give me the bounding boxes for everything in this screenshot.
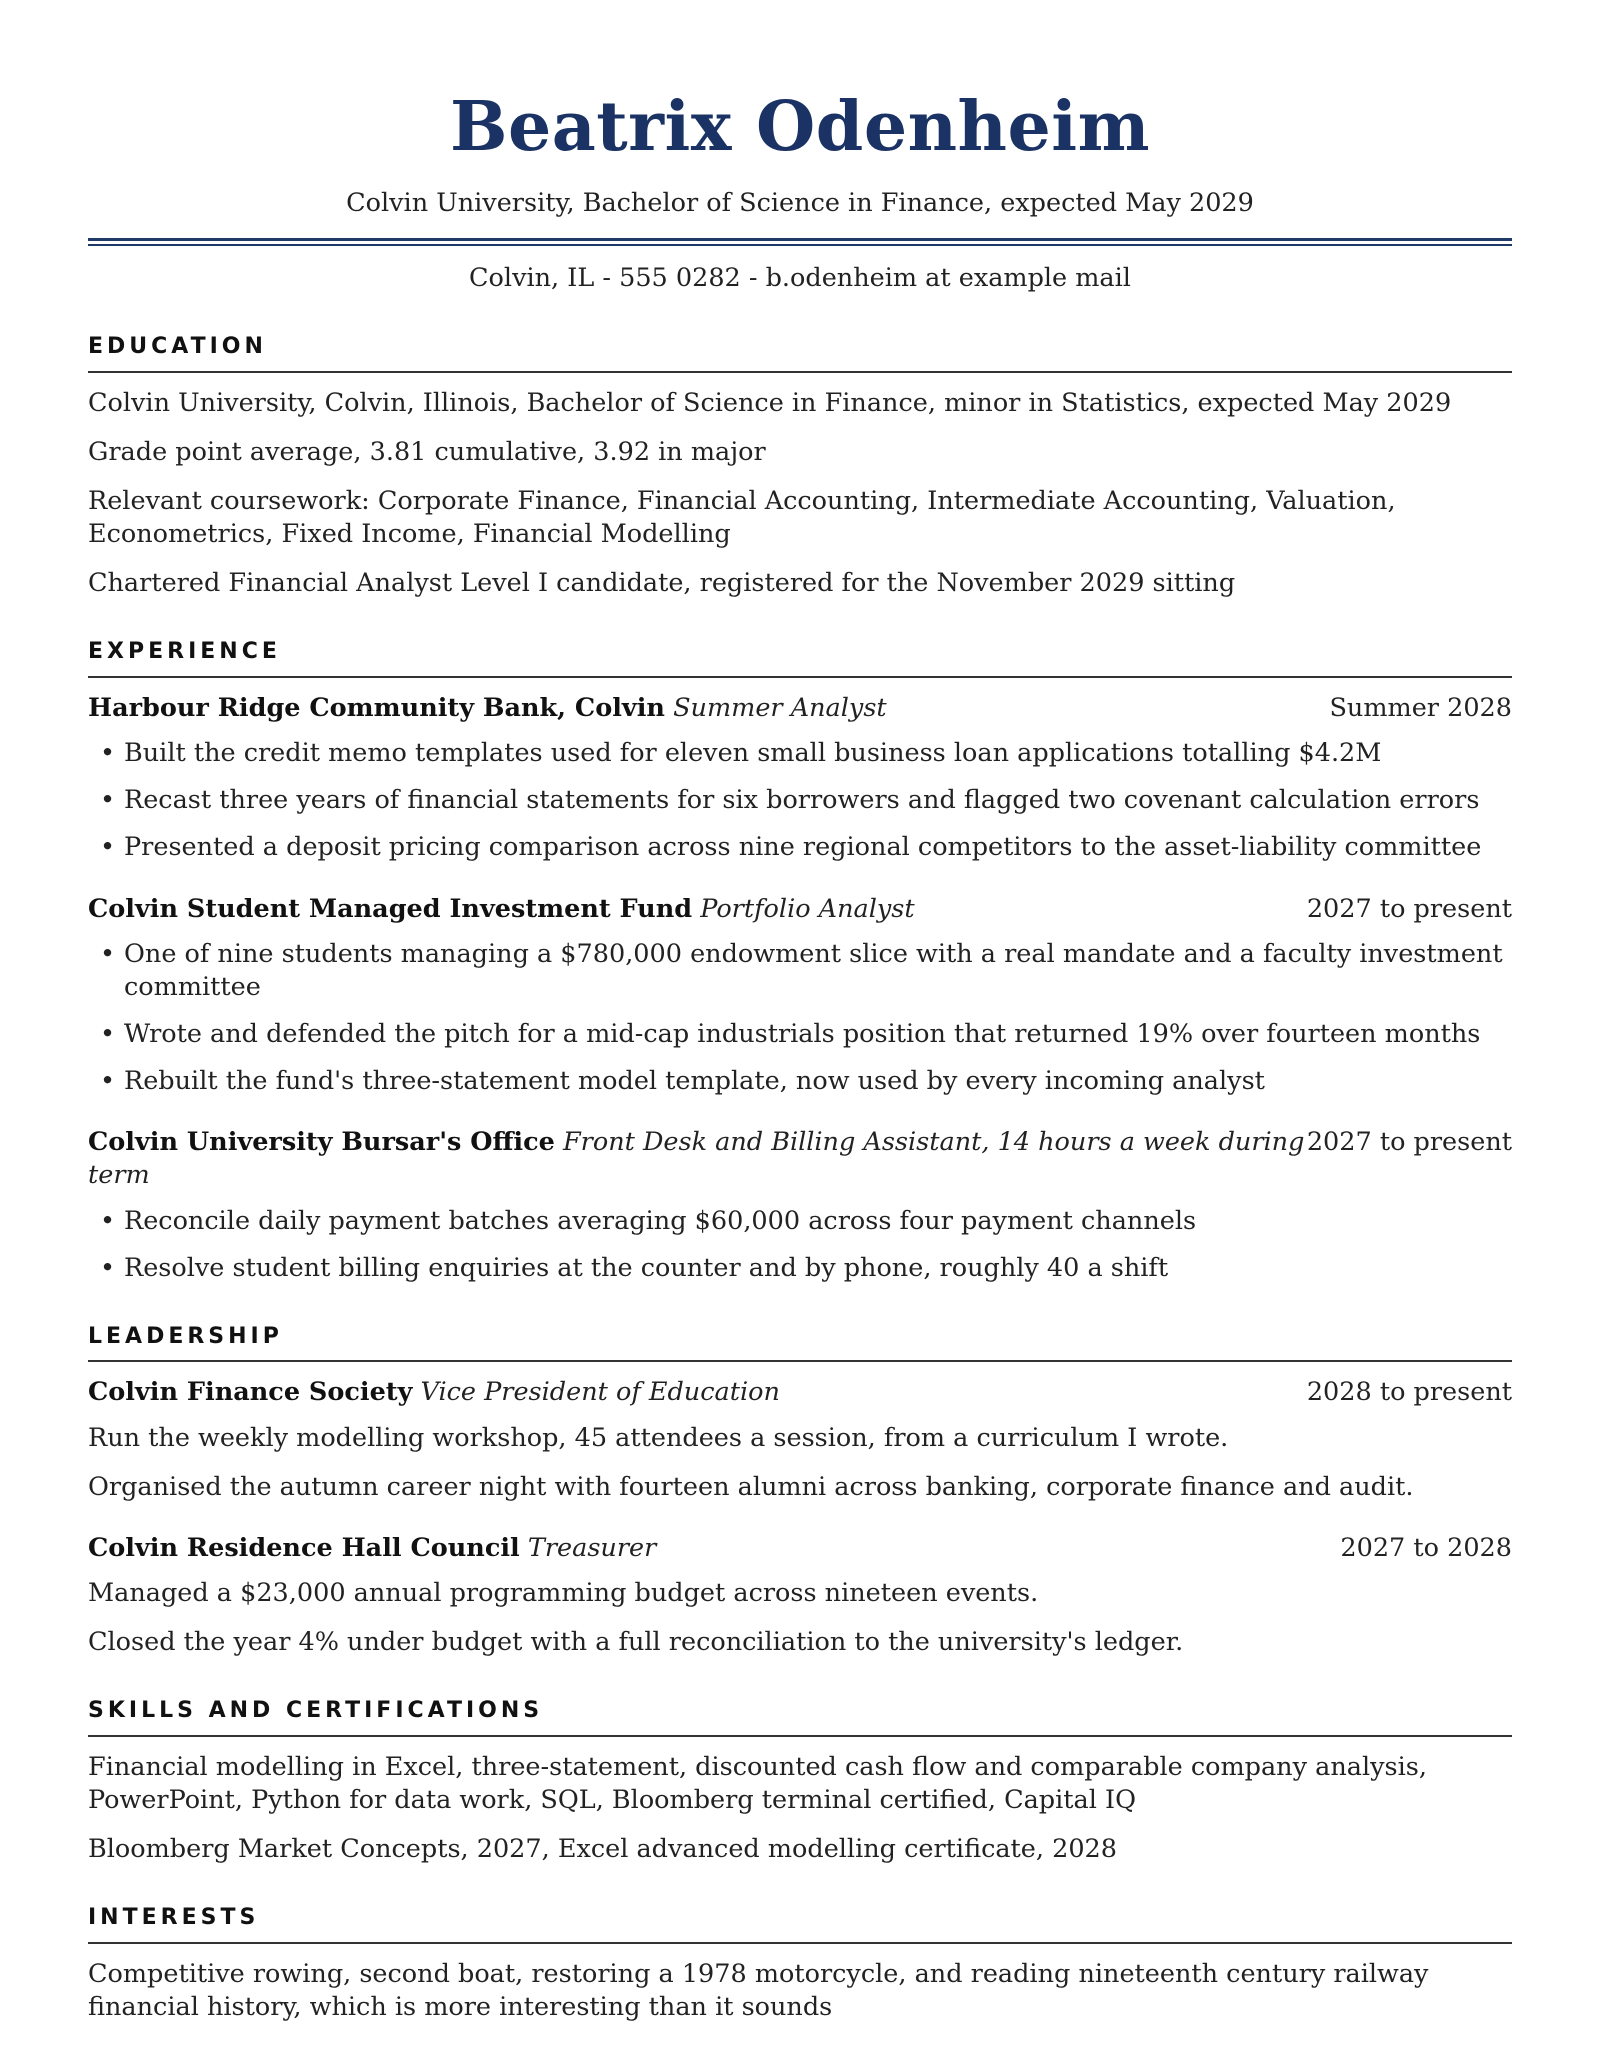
experience-entry bbox=[88, 1126, 1512, 1285]
section-title-skills: SKILLS AND CERTIFICATIONS bbox=[88, 1697, 1512, 1737]
entry-date: Summer 2028 bbox=[1329, 692, 1512, 723]
entry-date: 2027 to present bbox=[1306, 1127, 1512, 1158]
leadership-line: Run the weekly modelling workshop, 45 attendees a session, from a curriculum I wrote. bbox=[88, 1422, 1229, 1453]
bullet-text: Recast three years of financial statements for six borrowers and flagged two covenant calculation errors bbox=[124, 785, 1480, 816]
header-subtitle: Colvin University, Bachelor of Science in Finance, expected May 2029 bbox=[346, 187, 1254, 218]
entry-heading bbox=[88, 1532, 656, 1565]
bullet-icon: • bbox=[100, 785, 116, 816]
entry-heading bbox=[88, 893, 915, 926]
bullet-list bbox=[88, 938, 1512, 1099]
bullet-list bbox=[88, 1205, 1512, 1285]
entry-header bbox=[88, 1376, 1512, 1409]
entry-date: 2027 to present bbox=[1306, 893, 1512, 924]
bullet-item bbox=[100, 1205, 1512, 1238]
section-title-education: EDUCATION bbox=[88, 333, 1512, 373]
bullet-icon: • bbox=[100, 1252, 116, 1283]
entry-heading bbox=[88, 1376, 780, 1409]
education-line: Colvin University, Colvin, Illinois, Bachelor of Science in Finance, minor in Statistics, expected May 2029 bbox=[88, 387, 1452, 418]
entry-heading bbox=[88, 1126, 1307, 1192]
leadership-entry bbox=[88, 1376, 1512, 1503]
entry-header bbox=[88, 1126, 1512, 1192]
entry-header bbox=[88, 1532, 1512, 1565]
bullet-item bbox=[100, 1252, 1512, 1285]
experience-entry bbox=[88, 692, 1512, 865]
bullet-text: Presented a deposit pricing comparison across nine regional competitors to the asset-liability committee bbox=[124, 832, 1482, 863]
bullet-item bbox=[100, 737, 1512, 770]
bullet-text: Rebuilt the fund's three-statement model template, now used by every incoming analyst bbox=[124, 1066, 1265, 1097]
bullet-icon: • bbox=[100, 1066, 116, 1097]
section-title-experience: EXPERIENCE bbox=[88, 638, 1512, 678]
interests-line: Competitive rowing, second boat, restoring a 1978 motorcycle, and reading nineteenth century railway financial history, which is more interesting than it sounds bbox=[88, 1958, 1429, 2022]
entry-date: 2028 to present bbox=[1306, 1377, 1512, 1408]
candidate-name: Beatrix Odenheim bbox=[449, 87, 1151, 167]
bullet-text: Built the credit memo templates used for eleven small business loan applications totalling $4.2M bbox=[124, 738, 1382, 769]
bullet-icon: • bbox=[100, 832, 116, 863]
skills-section bbox=[88, 1697, 1512, 1866]
interests-section bbox=[88, 1904, 1512, 2024]
role-title: Summer Analyst bbox=[673, 692, 887, 723]
leadership-section bbox=[88, 1323, 1512, 1659]
organization-name: Colvin Residence Hall Council bbox=[88, 1532, 520, 1563]
entry-date: 2027 to 2028 bbox=[1340, 1532, 1512, 1563]
skills-line: Financial modelling in Excel, three-statement, discounted cash flow and comparable company analysis, PowerPoint, Python for data work, SQL, Bloomberg terminal certified, Capital IQ bbox=[88, 1751, 1427, 1815]
bullet-text: Resolve student billing enquiries at the counter and by phone, roughly 40 a shift bbox=[124, 1252, 1169, 1283]
bullet-list bbox=[88, 737, 1512, 864]
bullet-item bbox=[100, 784, 1512, 817]
bullet-item bbox=[100, 938, 1512, 1004]
entry-heading bbox=[88, 692, 887, 725]
education-line: Relevant coursework: Corporate Finance, Financial Accounting, Intermediate Accounting, Valuation, Econometrics, Fixed Income, Financial Modelling bbox=[88, 485, 1396, 550]
leadership-entry bbox=[88, 1532, 1512, 1659]
experience-entry bbox=[88, 893, 1512, 1099]
bullet-icon: • bbox=[100, 938, 116, 969]
organization-name: Harbour Ridge Community Bank, Colvin bbox=[88, 692, 665, 723]
bullet-icon: • bbox=[100, 738, 116, 769]
experience-section bbox=[88, 638, 1512, 1284]
education-line: Grade point average, 3.81 cumulative, 3.92 in major bbox=[88, 436, 766, 467]
entry-header bbox=[88, 893, 1512, 926]
bullet-item bbox=[100, 1018, 1512, 1051]
education-section bbox=[88, 333, 1512, 600]
header-double-rule bbox=[88, 238, 1512, 246]
section-title-interests: INTERESTS bbox=[88, 1904, 1512, 1944]
education-line: Chartered Financial Analyst Level I candidate, registered for the November 2029 sitting bbox=[88, 568, 1236, 599]
bullet-text: Wrote and defended the pitch for a mid-cap industrials position that returned 19% over fourteen months bbox=[124, 1018, 1481, 1049]
leadership-line: Closed the year 4% under budget with a full reconciliation to the university's ledger. bbox=[88, 1627, 1184, 1658]
bullet-icon: • bbox=[100, 1018, 116, 1049]
bullet-item bbox=[100, 831, 1512, 864]
leadership-line: Managed a $23,000 annual programming budget across nineteen events. bbox=[88, 1577, 1039, 1608]
bullet-icon: • bbox=[100, 1205, 116, 1236]
role-title: Treasurer bbox=[527, 1532, 657, 1563]
organization-name: Colvin University Bursar's Office bbox=[88, 1127, 555, 1158]
bullet-text: One of nine students managing a $780,000 endowment slice with a real mandate and a faculty investment committee bbox=[124, 938, 1503, 1002]
organization-name: Colvin Finance Society bbox=[88, 1377, 413, 1408]
organization-name: Colvin Student Managed Investment Fund bbox=[88, 893, 693, 924]
skills-line: Bloomberg Market Concepts, 2027, Excel advanced modelling certificate, 2028 bbox=[88, 1834, 1118, 1865]
leadership-line: Organised the autumn career night with fourteen alumni across banking, corporate finance and audit. bbox=[88, 1471, 1414, 1502]
contact-line: Colvin, IL - 555 0282 - b.odenheim at example mail bbox=[469, 262, 1131, 293]
role-title: Vice President of Education bbox=[420, 1377, 780, 1408]
role-title: Front Desk and Billing Assistant, 14 hours a week during term bbox=[88, 1127, 1305, 1191]
section-title-leadership: LEADERSHIP bbox=[88, 1323, 1512, 1363]
bullet-item bbox=[100, 1065, 1512, 1098]
role-title: Portfolio Analyst bbox=[700, 893, 915, 924]
entry-header bbox=[88, 692, 1512, 725]
bullet-text: Reconcile daily payment batches averaging $60,000 across four payment channels bbox=[124, 1205, 1197, 1236]
